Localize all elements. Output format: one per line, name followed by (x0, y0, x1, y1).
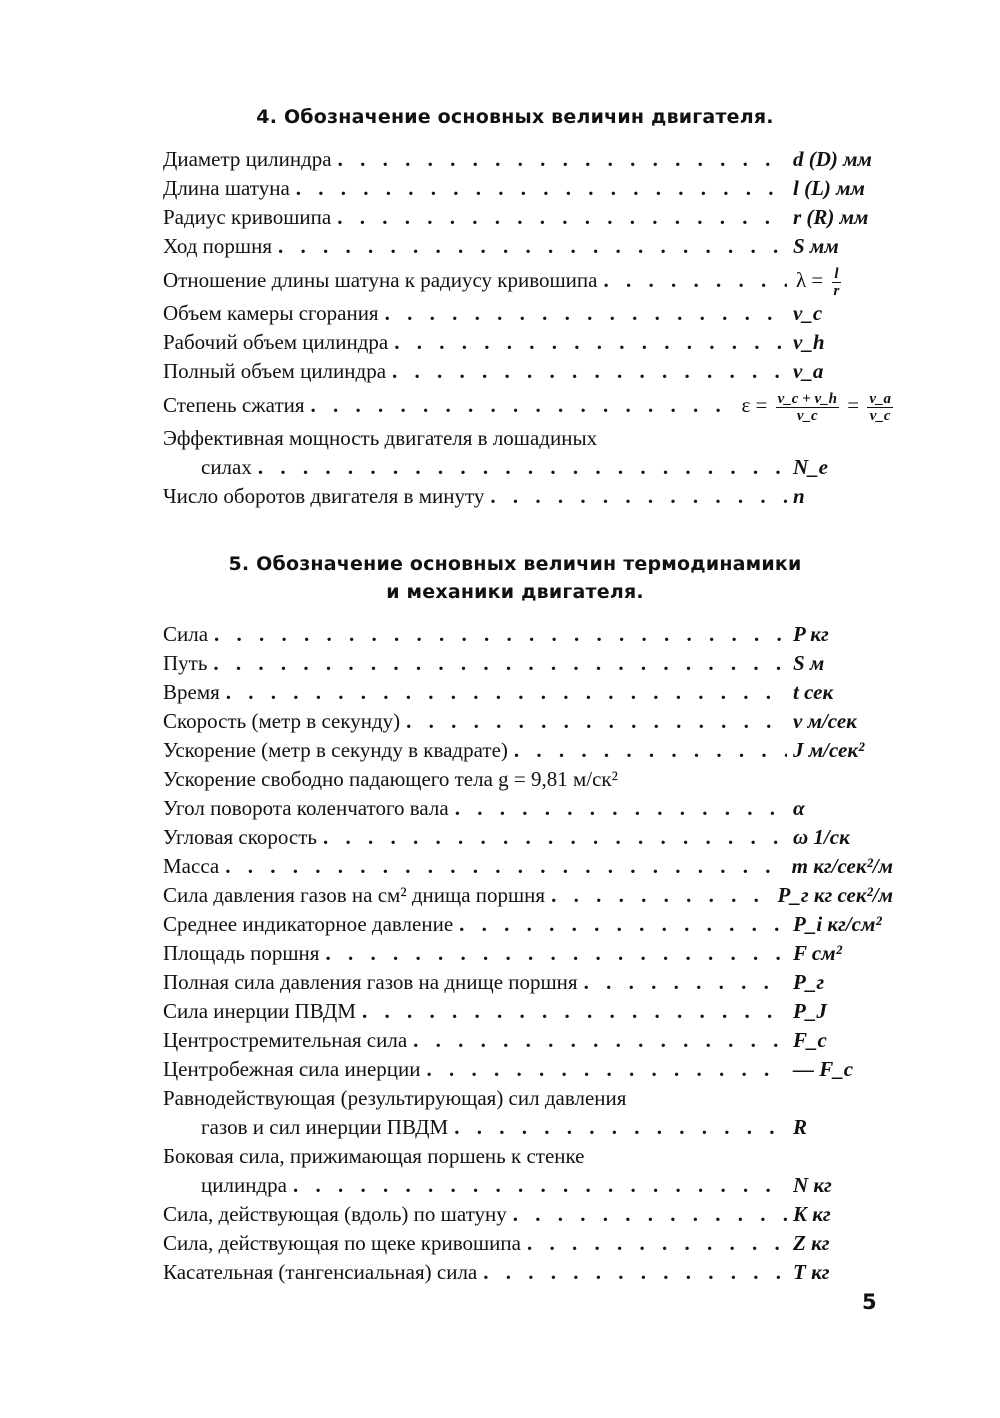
page-number: 5 (862, 1290, 877, 1314)
item-label: Касательная (тангенсиальная) сила (163, 1260, 478, 1284)
item-symbol: N_e (793, 455, 828, 479)
item-label: Отношение длины шатуна к радиусу кривошипа (163, 268, 598, 292)
item-label: Ход поршня (163, 234, 272, 258)
item-label: Полный объем цилиндра (163, 359, 387, 383)
section-4-title: 4. Обозначение основных величин двигателя. (256, 106, 774, 128)
item-symbol: v_c (793, 301, 823, 325)
item-symbol: K кг (793, 1202, 831, 1226)
item-symbol: n (793, 484, 805, 508)
leader-dots (455, 794, 787, 823)
item-symbol: v_a (793, 359, 824, 383)
list-item (163, 145, 893, 174)
fraction (832, 266, 842, 299)
item-label: Боковая сила, прижимающая поршень к стенке (163, 1144, 585, 1168)
list-item (163, 881, 893, 910)
leader-dots (514, 736, 787, 765)
item-symbol: — F_c (793, 1057, 854, 1081)
item-symbol: v м/сек (793, 709, 857, 733)
list-item (163, 678, 893, 707)
leader-dots (323, 823, 787, 852)
item-symbol (793, 261, 893, 299)
list-item (163, 386, 893, 424)
item-symbol: α (793, 796, 805, 820)
list-item (163, 968, 893, 997)
list-item (163, 453, 893, 482)
leader-dots (325, 939, 787, 968)
item-symbol: Z кг (793, 1231, 830, 1255)
section-5-title-line1: 5. Обозначение основных величин термодинамики (228, 553, 802, 575)
fraction (776, 391, 839, 424)
item-symbol: ω 1/ск (793, 825, 850, 849)
list-item (163, 1142, 893, 1171)
list-item (163, 1229, 893, 1258)
item-symbol: T кг (793, 1260, 830, 1284)
item-label: Скорость (метр в секунду) (163, 709, 401, 733)
item-symbol: J м/сек² (793, 738, 865, 762)
item-symbol: t сек (793, 680, 834, 704)
list-item (163, 1055, 893, 1084)
list-item (163, 1171, 893, 1200)
list-item (163, 910, 893, 939)
item-symbol: F_c (793, 1028, 827, 1052)
leader-dots (513, 1200, 787, 1229)
list-item (163, 1113, 893, 1142)
leader-dots (337, 203, 787, 232)
item-label: цилиндра (201, 1173, 287, 1197)
item-symbol: S м (793, 651, 825, 675)
leader-dots (392, 357, 787, 386)
item-symbol (738, 386, 893, 424)
fraction-numerator: v_c + v_h (777, 390, 837, 407)
item-label: Диаметр цилиндра (163, 147, 332, 171)
item-label: Радиус кривошипа (163, 205, 332, 229)
leader-dots (459, 910, 787, 939)
leader-dots (603, 261, 787, 299)
item-label: Сила инерции ПВДМ (163, 999, 356, 1023)
leader-dots (258, 453, 787, 482)
list-item (163, 707, 893, 736)
list-item (163, 736, 893, 765)
list-item (163, 1084, 893, 1113)
list-item (163, 1026, 893, 1055)
item-label: газов и сил инерции ПВДМ (201, 1115, 449, 1139)
list-item (163, 1200, 893, 1229)
leader-dots (413, 1026, 787, 1055)
item-label: Путь (163, 651, 208, 675)
list-item (163, 852, 893, 881)
list-item (163, 261, 893, 299)
fraction-denominator: r (833, 282, 840, 299)
list-item (163, 823, 893, 852)
leader-dots (362, 997, 787, 1026)
item-label: Число оборотов двигателя в минуту (163, 484, 485, 508)
leader-dots (278, 232, 787, 261)
item-label: Время (163, 680, 220, 704)
leader-dots (214, 620, 787, 649)
item-symbol: l (L) мм (793, 176, 865, 200)
list-item (163, 357, 893, 386)
symbol-prefix: ε = (741, 393, 768, 417)
item-label: Площадь поршня (163, 941, 320, 965)
section-4-list (163, 145, 893, 511)
item-label: Среднее индикаторное давление (163, 912, 454, 936)
item-symbol: r (R) мм (793, 205, 869, 229)
item-label: Рабочий объем цилиндра (163, 330, 389, 354)
fraction-denominator: v_c (796, 407, 818, 424)
list-item (163, 620, 893, 649)
item-symbol: v_h (793, 330, 825, 354)
list-item (163, 939, 893, 968)
fraction (867, 391, 893, 424)
item-label: Ускорение свободно падающего тела g = 9,81 м/ск² (163, 767, 618, 791)
item-label: Центростремительная сила (163, 1028, 408, 1052)
list-item (163, 794, 893, 823)
leader-dots (385, 299, 787, 328)
section-5-title-line2: и механики двигателя. (386, 581, 644, 603)
leader-dots (293, 1171, 787, 1200)
item-label: Сила, действующая по щеке кривошипа (163, 1231, 521, 1255)
item-label: Объем камеры сгорания (163, 301, 379, 325)
leader-dots (490, 482, 787, 511)
leader-dots (527, 1229, 787, 1258)
item-label: Угловая скорость (163, 825, 317, 849)
fraction-numerator: v_a (869, 390, 891, 407)
item-label: Длина шатуна (163, 176, 290, 200)
list-item (163, 997, 893, 1026)
list-item (163, 482, 893, 511)
leader-dots (394, 328, 787, 357)
list-item (163, 765, 893, 794)
item-symbol: P_i кг/см² (793, 912, 882, 936)
equals-sign: = (847, 393, 860, 417)
leader-dots (406, 707, 787, 736)
item-label: Центробежная сила инерции (163, 1057, 421, 1081)
fraction-numerator: l (832, 266, 842, 283)
leader-dots (551, 881, 771, 910)
list-item (163, 649, 893, 678)
item-symbol: S мм (793, 234, 839, 258)
leader-dots (226, 678, 787, 707)
list-item (163, 203, 893, 232)
item-symbol: P_г (793, 970, 825, 994)
item-symbol: P кг (793, 622, 829, 646)
item-symbol: m кг/сек²/м (791, 854, 893, 878)
leader-dots (483, 1258, 787, 1287)
item-symbol: d (D) мм (793, 147, 872, 171)
section-5-title (120, 550, 910, 606)
item-label: Равнодействующая (результирующая) сил давления (163, 1086, 627, 1110)
leader-dots (454, 1113, 787, 1142)
item-symbol: P_г кг сек²/м (777, 883, 893, 907)
item-label: силах (201, 455, 252, 479)
list-item (163, 174, 893, 203)
item-label: Сила давления газов на см² днища поршня (163, 883, 546, 907)
leader-dots (338, 145, 787, 174)
list-item (163, 1258, 893, 1287)
section-5-list (163, 620, 893, 1287)
item-label: Угол поворота коленчатого вала (163, 796, 449, 820)
item-symbol: F см² (793, 941, 842, 965)
list-item (163, 232, 893, 261)
list-item (163, 299, 893, 328)
list-item (163, 424, 893, 453)
item-label: Сила (163, 622, 209, 646)
leader-dots (311, 386, 733, 424)
leader-dots (584, 968, 787, 997)
leader-dots (296, 174, 787, 203)
item-label: Эффективная мощность двигателя в лошадиных (163, 426, 598, 450)
leader-dots (427, 1055, 788, 1084)
item-label: Ускорение (метр в секунду в квадрате) (163, 738, 508, 762)
leader-dots (213, 649, 787, 678)
list-item (163, 328, 893, 357)
fraction-denominator: v_c (869, 407, 891, 424)
item-symbol: N кг (793, 1173, 832, 1197)
symbol-prefix: λ = (796, 268, 824, 292)
leader-dots (225, 852, 785, 881)
item-label: Степень сжатия (163, 393, 305, 417)
item-label: Полная сила давления газов на днище поршня (163, 970, 578, 994)
item-label: Сила, действующая (вдоль) по шатуну (163, 1202, 507, 1226)
item-symbol: P_J (793, 999, 827, 1023)
item-symbol: R (793, 1115, 808, 1139)
item-label: Масса (163, 854, 220, 878)
